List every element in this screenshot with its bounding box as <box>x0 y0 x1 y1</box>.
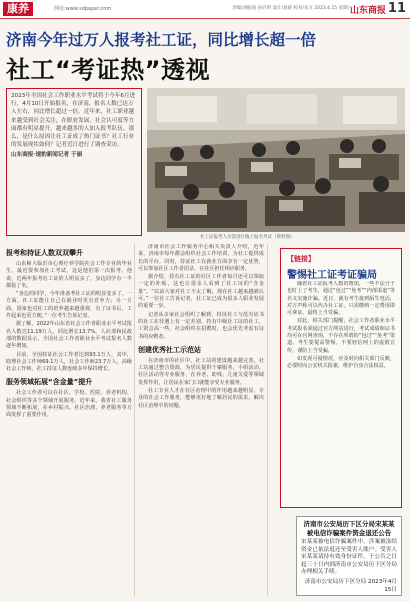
paragraph: “身边的同学，今年准备考社工证的明显变多了。一方面，社工证能让自己在就业时更有竞争力；另一方面，国家也对社工的培养越来越重视，有了证书后，工作起来也更方便。”一位考生告诉记者。 <box>6 291 132 320</box>
paper-name: 山东商报 <box>349 6 386 16</box>
column-divider <box>267 244 268 596</box>
notice-body: 宋某某被电信诈骗案件中，涉案被冻结资金已依法退还至受害人账户。受害人宋某某请持有效身份证件，于公告之日起三十日内到济南市公安局历下区分局办理相关手续。 <box>301 539 397 576</box>
photo-caption: 社工证报考人员需进行线上报名考试（资料图） <box>200 235 295 240</box>
paragraph: 如发现可疑情况，应及时向相关部门反映，必要时向公安机关报案，维护自身合法权益。 <box>287 355 395 370</box>
article-column-2 <box>138 244 264 596</box>
sidebar-tag: 【链接】 <box>287 255 315 263</box>
paragraph: 济南市社会工作服务中心相关负责人介绍，近年来，济南市每年都会组织社会工作培训，为社工提供成长的平台。同时，持证社工在就业方面享有一定优势，可以参加社区工作者招录，在社区担任相应职务。 <box>138 244 264 272</box>
exam-room-image <box>147 88 405 232</box>
paragraph: 在济南市的社区中，社工站的建设越来越完善。社工站通过整合资源，为居民提供个案服务、小组活动、社区活动等专业服务，在养老、助残、儿童关爱等领域发挥作用，让居民在家门口就能享受专业服务。 <box>138 357 264 386</box>
paragraph: 随着社工证报考人数的增加，一些不法分子也盯上了考生，通过“包过”“免考”“内部渠道”等名义实施诈骗。近日，就有考生接到陌生电话，对方声称可以代办社工证，只需缴纳一定费用即可拿证，最终上当受骗。 <box>287 281 395 317</box>
headline-main: 社工“考证热”透视 <box>6 56 211 84</box>
intro-box <box>6 88 142 236</box>
page-number: 11 <box>387 1 406 16</box>
website-url: 网址:www.sdpaper.com <box>54 6 112 12</box>
headline-kicker: 济南今年过万人报考社工证，同比增长超一倍 <box>6 31 317 49</box>
link-sidebar <box>280 248 402 508</box>
paragraph: 对此，相关部门提醒，社会工作者职业水平考试报名须通过官方网站进行，考试成绩和证书均可在官网查询，不存在所谓的“包过”“免考”渠道。考生要提高警惕，不要轻信网上的虚假宣传，谨防上当受骗。 <box>287 318 395 354</box>
notice-title: 济南市公安局历下区分局宋某某被电信诈骗案件资金退还公告 <box>303 520 395 537</box>
subheading: 服务领域拓展“含金量”提升 <box>6 378 93 387</box>
article-column-3-tail <box>270 508 294 596</box>
reporter-credit: 山东商报·速豹新闻记者 于丽 <box>11 152 83 159</box>
paragraph: 社工专业人才在社区治理中的作用越来越明显。专业的社会工作服务，能够更好地了解居民的需求，解决社区治理中的问题。 <box>138 388 264 409</box>
edition-info: 责编/刘振国 孙启明 设计/刘蒙 校对/宋文 2023.4.15 星期六 <box>232 6 353 11</box>
sidebar-body <box>287 281 395 503</box>
intro-text: 2023年全国社会工作职业水平考试将于今年6月进行，4月10日开始报名，在济南，报名人数已达万人左右，同比增长超过一倍。近年来，社工职业越来越受到社会关注，在职业发展、社会认可度等方面都有明显提升，越来越多的人加入报考队伍。那么，是什么原因让社工证成了热门证书？社工行业的发展现状如何？记者近日进行了调查采访。 <box>11 93 136 149</box>
exam-room-photo <box>147 88 405 232</box>
section-badge: 康养 <box>3 2 33 16</box>
paragraph: 据介绍，持有社工证的社区工作者每月还可以领取一定的补贴，这也让很多人看到了社工证的“含金量”。“以前大家对社工不太了解，现在社工越来越被认可。”一位社工告诉记者，社工证已成为很多人职业发展的重要一步。 <box>138 274 264 310</box>
notice-signature: 济南市公安局历下区分局 2023年4月15日 <box>304 578 397 593</box>
subheading: 创建优秀社工示范站 <box>138 345 201 354</box>
paragraph: 社会工作者可以在社区、学校、医院、养老机构、社会组织等多个领域开展服务。近年来，我省社工服务领域不断拓展，在乡村振兴、社区治理、养老服务等方面发挥了重要作用。 <box>6 390 132 419</box>
paragraph: 目前，全国持证社会工作者达到93.1万人，其中，助理社会工作师69.1万人，社会工作师23.7万人，高级社会工作师。社工持证人数连续多年保持增长。 <box>6 351 132 373</box>
masthead <box>0 0 410 19</box>
paragraph: 记者从多家社会组织了解到，持证社工与没有证书的社工在待遇上有一定差别，持有中级社工证的社工，工资会高一些。社会组织在招聘时，也会优先考虑有证书的应聘者。 <box>138 311 264 340</box>
subheading: 报考和持证人数双双攀升 <box>6 249 83 257</box>
paragraph: 山东师大临沂市心理疗养学院社会工作专业的毕业生，最近要参加社工考试，这是他们第一次报考。他说，近两年报考社工证的人明显多了，身边同学有一半都报了名。 <box>6 261 132 289</box>
paragraph: 据了解，2022年山东省社会工作者职业水平考试报名人数达11.19万人，同比增长13.7%。人社部和民政部的数据显示，全国社会工作者职业水平考试报名人数逐年增加。 <box>6 321 132 350</box>
sidebar-title: 警惕社工证考证骗局 <box>287 270 377 281</box>
police-notice-box <box>296 516 402 596</box>
column-divider <box>134 244 135 596</box>
article-column-1 <box>6 244 132 596</box>
